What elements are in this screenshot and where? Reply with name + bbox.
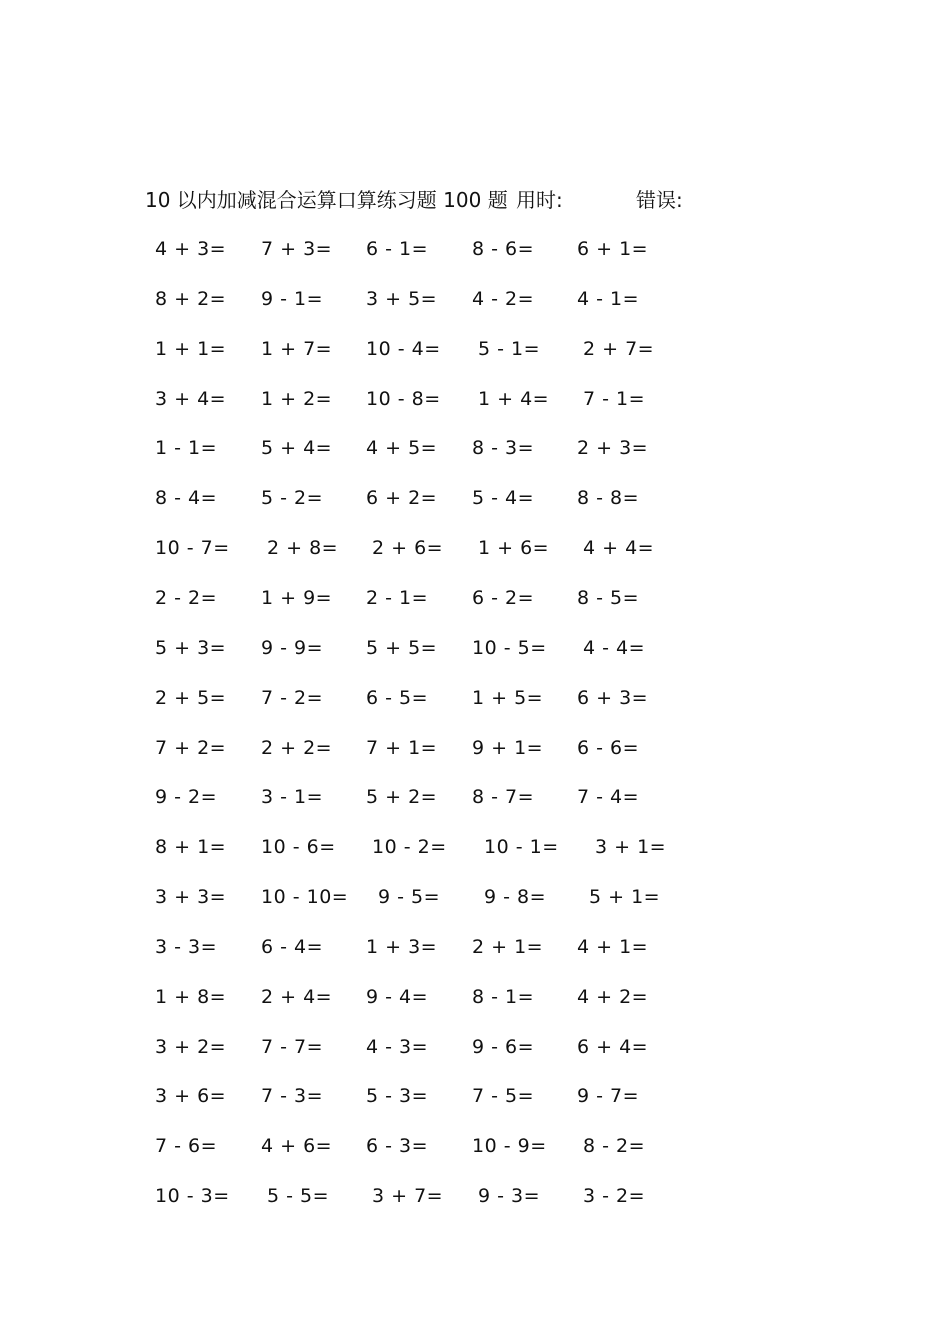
- problem-row: [0, 932, 950, 962]
- arithmetic-problem: 4 + 3=: [155, 238, 227, 260]
- errors-label: 错误:: [636, 188, 683, 212]
- problem-row: [0, 1181, 950, 1211]
- arithmetic-problem: 2 - 1=: [366, 586, 429, 609]
- arithmetic-problem: 7 - 5=: [472, 1085, 535, 1108]
- arithmetic-problem: 8 - 7=: [472, 786, 535, 809]
- problem-row: [0, 1032, 950, 1062]
- problem-row: [0, 284, 950, 314]
- arithmetic-problem: 1 + 4=: [478, 387, 550, 410]
- arithmetic-problem: 6 - 3=: [366, 1135, 429, 1158]
- arithmetic-problem: 6 - 1=: [366, 238, 429, 260]
- arithmetic-problem: 5 + 1=: [589, 886, 661, 909]
- arithmetic-problem: 7 + 3=: [261, 238, 333, 260]
- arithmetic-problem: 2 + 8=: [267, 537, 339, 560]
- arithmetic-problem: 9 - 6=: [472, 1035, 535, 1058]
- arithmetic-problem: 9 - 5=: [378, 886, 441, 909]
- arithmetic-problem: 4 + 5=: [366, 437, 438, 460]
- arithmetic-problem: 9 + 1=: [472, 736, 544, 759]
- arithmetic-problem: 8 - 5=: [577, 586, 640, 609]
- arithmetic-problem: 1 + 6=: [478, 537, 550, 560]
- arithmetic-problem: 4 + 1=: [577, 935, 649, 958]
- arithmetic-problem: 1 + 5=: [472, 686, 544, 709]
- arithmetic-problem: 3 + 5=: [366, 287, 438, 310]
- arithmetic-problem: 3 - 2=: [583, 1185, 646, 1208]
- arithmetic-problem: 3 + 1=: [595, 836, 667, 859]
- arithmetic-problem: 10 - 3=: [155, 1185, 230, 1208]
- arithmetic-problem: 5 - 1=: [478, 337, 541, 360]
- arithmetic-problem: 7 - 4=: [577, 786, 640, 809]
- problem-row: [0, 782, 950, 812]
- arithmetic-problem: 4 + 2=: [577, 985, 649, 1008]
- arithmetic-problem: 4 - 1=: [577, 287, 640, 310]
- arithmetic-problem: 9 - 8=: [484, 886, 547, 909]
- arithmetic-problem: 1 - 1=: [155, 437, 218, 460]
- arithmetic-problem: 5 + 4=: [261, 437, 333, 460]
- arithmetic-problem: 2 + 2=: [261, 736, 333, 759]
- arithmetic-problem: 7 + 2=: [155, 736, 227, 759]
- problem-row: [0, 633, 950, 663]
- arithmetic-problem: 5 - 5=: [267, 1185, 330, 1208]
- arithmetic-problem: 6 + 3=: [577, 686, 649, 709]
- arithmetic-problem: 8 - 1=: [472, 985, 535, 1008]
- arithmetic-problem: 1 + 9=: [261, 586, 333, 609]
- arithmetic-problem: 1 + 8=: [155, 985, 227, 1008]
- arithmetic-problem: 1 + 2=: [261, 387, 333, 410]
- arithmetic-problem: 6 - 4=: [261, 935, 324, 958]
- arithmetic-problem: 10 - 8=: [366, 387, 441, 410]
- arithmetic-problem: 10 - 5=: [472, 636, 547, 659]
- problem-row: [0, 533, 950, 563]
- arithmetic-problem: 8 - 8=: [577, 487, 640, 510]
- arithmetic-problem: 2 + 1=: [472, 935, 544, 958]
- problem-row: [0, 483, 950, 513]
- arithmetic-problem: 8 + 2=: [155, 287, 227, 310]
- arithmetic-problem: 5 + 2=: [366, 786, 438, 809]
- arithmetic-problem: 4 - 2=: [472, 287, 535, 310]
- arithmetic-problem: 7 - 6=: [155, 1135, 218, 1158]
- problem-row: [0, 384, 950, 414]
- arithmetic-problem: 6 + 1=: [577, 238, 649, 260]
- arithmetic-problem: 9 - 4=: [366, 985, 429, 1008]
- arithmetic-problem: 3 - 1=: [261, 786, 324, 809]
- arithmetic-problem: 6 + 2=: [366, 487, 438, 510]
- arithmetic-problem: 2 + 6=: [372, 537, 444, 560]
- arithmetic-problem: 9 - 3=: [478, 1185, 541, 1208]
- arithmetic-problem: 4 - 4=: [583, 636, 646, 659]
- problem-row: [0, 733, 950, 763]
- arithmetic-problem: 2 + 3=: [577, 437, 649, 460]
- arithmetic-problem: 10 - 7=: [155, 537, 230, 560]
- worksheet-title: 10 以内加减混合运算口算练习题 100 题: [145, 188, 508, 212]
- arithmetic-problem: 10 - 1=: [484, 836, 559, 859]
- arithmetic-problem: 2 + 4=: [261, 985, 333, 1008]
- arithmetic-problem: 4 + 4=: [583, 537, 655, 560]
- arithmetic-problem: 7 - 2=: [261, 686, 324, 709]
- arithmetic-problem: 1 + 7=: [261, 337, 333, 360]
- arithmetic-problem: 2 + 5=: [155, 686, 227, 709]
- arithmetic-problem: 1 + 3=: [366, 935, 438, 958]
- arithmetic-problem: 6 - 6=: [577, 736, 640, 759]
- arithmetic-problem: 5 - 4=: [472, 487, 535, 510]
- arithmetic-problem: 4 + 6=: [261, 1135, 333, 1158]
- arithmetic-problem: 5 + 5=: [366, 636, 438, 659]
- arithmetic-problem: 7 - 7=: [261, 1035, 324, 1058]
- arithmetic-problem: 3 + 6=: [155, 1085, 227, 1108]
- arithmetic-problem: 8 - 4=: [155, 487, 218, 510]
- arithmetic-problem: 5 + 3=: [155, 636, 227, 659]
- arithmetic-problem: 5 - 3=: [366, 1085, 429, 1108]
- arithmetic-problem: 5 - 2=: [261, 487, 324, 510]
- arithmetic-problem: 8 + 1=: [155, 836, 227, 859]
- arithmetic-problem: 4 - 3=: [366, 1035, 429, 1058]
- arithmetic-problem: 3 + 7=: [372, 1185, 444, 1208]
- problem-row: [0, 433, 950, 463]
- arithmetic-problem: 10 - 2=: [372, 836, 447, 859]
- arithmetic-problem: 8 - 3=: [472, 437, 535, 460]
- arithmetic-problem: 6 - 5=: [366, 686, 429, 709]
- problem-row: [0, 982, 950, 1012]
- problem-row: [0, 583, 950, 613]
- arithmetic-problem: 6 - 2=: [472, 586, 535, 609]
- arithmetic-problem: 8 - 2=: [583, 1135, 646, 1158]
- arithmetic-problem: 9 - 9=: [261, 636, 324, 659]
- arithmetic-problem: 6 + 4=: [577, 1035, 649, 1058]
- arithmetic-problem: 7 + 1=: [366, 736, 438, 759]
- arithmetic-problem: 3 + 2=: [155, 1035, 227, 1058]
- arithmetic-problem: 3 + 4=: [155, 387, 227, 410]
- problem-row: [0, 683, 950, 713]
- problem-row: [0, 1081, 950, 1111]
- arithmetic-problem: 7 - 3=: [261, 1085, 324, 1108]
- arithmetic-problem: 10 - 10=: [261, 886, 349, 909]
- arithmetic-problem: 9 - 2=: [155, 786, 218, 809]
- problem-row: [0, 882, 950, 912]
- problem-row: [0, 234, 950, 264]
- problem-row: [0, 832, 950, 862]
- arithmetic-problem: 10 - 6=: [261, 836, 336, 859]
- arithmetic-problem: 2 - 2=: [155, 586, 218, 609]
- problem-row: [0, 1131, 950, 1161]
- arithmetic-problem: 2 + 7=: [583, 337, 655, 360]
- arithmetic-problem: 10 - 9=: [472, 1135, 547, 1158]
- arithmetic-problem: 3 - 3=: [155, 935, 218, 958]
- arithmetic-problem: 8 - 6=: [472, 238, 535, 260]
- arithmetic-problem: 9 - 1=: [261, 287, 324, 310]
- problem-row: [0, 334, 950, 364]
- time-used-label: 用时:: [516, 188, 563, 212]
- arithmetic-problem: 1 + 1=: [155, 337, 227, 360]
- arithmetic-problem: 3 + 3=: [155, 886, 227, 909]
- arithmetic-problem: 10 - 4=: [366, 337, 441, 360]
- arithmetic-problem: 7 - 1=: [583, 387, 646, 410]
- arithmetic-problem: 9 - 7=: [577, 1085, 640, 1108]
